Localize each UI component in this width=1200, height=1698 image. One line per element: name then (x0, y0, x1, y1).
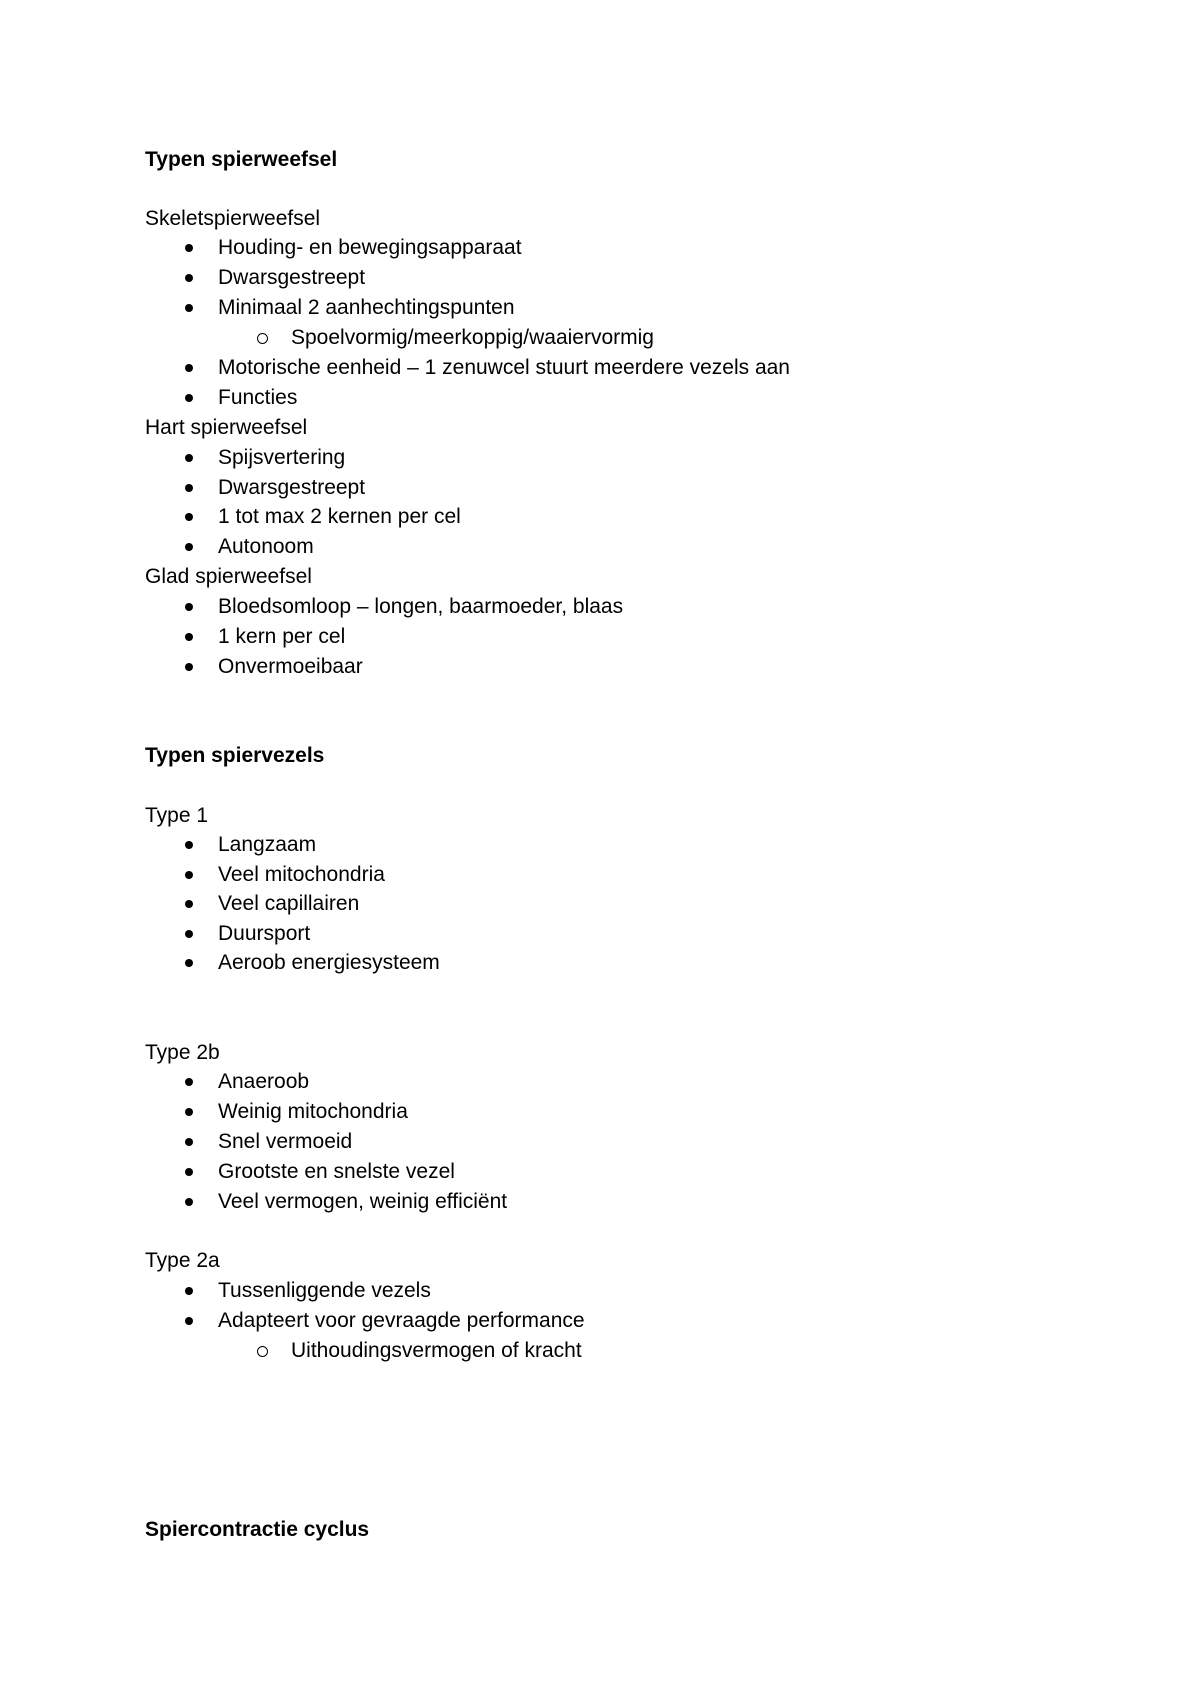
list-item: Veel mitochondria (218, 863, 385, 886)
bullet-icon (185, 304, 193, 312)
list-item: Veel capillairen (218, 892, 360, 915)
sub-list-item: Uithoudingsvermogen of kracht (291, 1339, 582, 1362)
group-title-hart-spierweefsel: Hart spierweefsel (145, 416, 308, 439)
group-title-skeletspierweefsel: Skeletspierweefsel (145, 207, 321, 230)
bullet-icon (185, 1168, 193, 1176)
sub-bullet-icon (257, 333, 268, 344)
list-item: Veel vermogen, weinig efficiënt (218, 1190, 508, 1213)
bullet-icon (185, 484, 193, 492)
list-item: Dwarsgestreept (218, 266, 366, 289)
bullet-icon (185, 364, 193, 372)
list-item: Dwarsgestreept (218, 476, 366, 499)
bullet-icon (185, 513, 193, 521)
bullet-icon (185, 841, 193, 849)
group-title-glad-spierweefsel: Glad spierweefsel (145, 565, 312, 588)
list-item: Bloedsomloop – longen, baarmoeder, blaas (218, 595, 624, 618)
section-heading-typen-spierweefsel: Typen spierweefsel (145, 148, 338, 171)
list-item: Functies (218, 386, 298, 409)
list-item: 1 kern per cel (218, 625, 346, 648)
list-item: Adapteert voor gevraagde performance (218, 1309, 585, 1332)
list-item: Aeroob energiesysteem (218, 951, 440, 974)
list-item: Weinig mitochondria (218, 1100, 408, 1123)
section-heading-spiercontractie-cyclus: Spiercontractie cyclus (145, 1518, 370, 1541)
list-item: Spijsvertering (218, 446, 346, 469)
group-title-type-2a: Type 2a (145, 1249, 220, 1272)
list-item: Minimaal 2 aanhechtingspunten (218, 296, 515, 319)
bullet-icon (185, 1108, 193, 1116)
bullet-icon (185, 1078, 193, 1086)
list-item: Tussenliggende vezels (218, 1279, 431, 1302)
list-item: Snel vermoeid (218, 1130, 353, 1153)
sub-bullet-icon (257, 1346, 268, 1357)
section-heading-typen-spiervezels: Typen spiervezels (145, 744, 325, 767)
list-item: Langzaam (218, 833, 317, 856)
bullet-icon (185, 1138, 193, 1146)
bullet-icon (185, 394, 193, 402)
bullet-icon (185, 274, 193, 282)
group-title-type-1: Type 1 (145, 804, 209, 827)
bullet-icon (185, 1287, 193, 1295)
bullet-icon (185, 663, 193, 671)
list-item: Houding- en bewegingsapparaat (218, 236, 522, 259)
bullet-icon (185, 454, 193, 462)
list-item: Autonoom (218, 535, 314, 558)
bullet-icon (185, 543, 193, 551)
bullet-icon (185, 930, 193, 938)
bullet-icon (185, 633, 193, 641)
bullet-icon (185, 900, 193, 908)
bullet-icon (185, 244, 193, 252)
list-item: Duursport (218, 922, 311, 945)
bullet-icon (185, 1317, 193, 1325)
list-item: Grootste en snelste vezel (218, 1160, 455, 1183)
list-item: Anaeroob (218, 1070, 310, 1093)
bullet-icon (185, 959, 193, 967)
group-title-type-2b: Type 2b (145, 1041, 220, 1064)
bullet-icon (185, 1198, 193, 1206)
sub-list-item: Spoelvormig/meerkoppig/waaiervormig (291, 326, 654, 349)
list-item: 1 tot max 2 kernen per cel (218, 505, 461, 528)
list-item: Motorische eenheid – 1 zenuwcel stuurt meerdere vezels aan (218, 356, 790, 379)
list-item: Onvermoeibaar (218, 655, 363, 678)
bullet-icon (185, 871, 193, 879)
bullet-icon (185, 603, 193, 611)
